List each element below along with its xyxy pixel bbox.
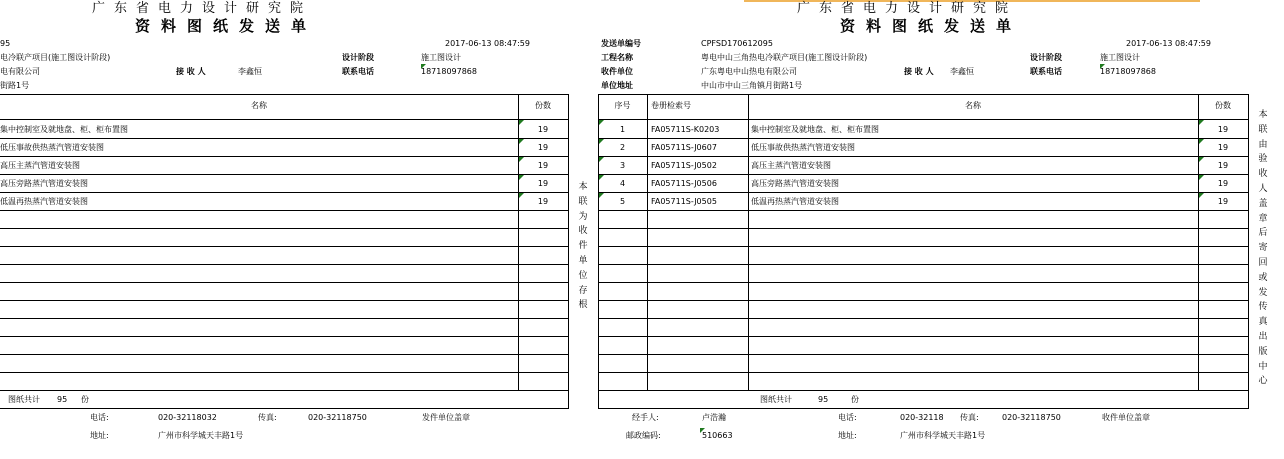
left-col-copies-header: 份数	[535, 101, 551, 110]
table-row-seq: 2	[619, 143, 626, 152]
table-row-copies: 19	[1217, 179, 1229, 188]
table-row-name: 集中控制室及就地盘、柜、柜布置图	[0, 125, 128, 134]
right-col-name-header: 名称	[965, 101, 981, 110]
table-row-seq: 1	[619, 125, 626, 134]
right-unit-label: 收件单位	[601, 67, 633, 76]
cell-marker	[1100, 64, 1105, 69]
table-row-copies: 19	[1217, 161, 1229, 170]
right-phone-value: 020-32118	[900, 413, 944, 422]
right-total-label: 图纸共计	[760, 395, 792, 404]
left-design-stage-value: 施工图设计	[421, 53, 461, 62]
left-total-unit: 份	[81, 395, 89, 404]
table-row-seq: 5	[619, 197, 626, 206]
table-row-copies: 19	[537, 143, 549, 152]
right-total-unit: 份	[851, 395, 859, 404]
right-unit-value: 广东粤电中山热电有限公司	[701, 67, 797, 76]
table-row-volume: FA05711S-J0505	[651, 197, 717, 206]
right-address2-value: 广州市科学城天丰路1号	[900, 431, 986, 440]
right-order-no-label: 发送单编号	[601, 39, 641, 48]
left-form-title: 资料图纸发送单	[135, 17, 318, 35]
left-unit-name: 电有限公司	[0, 67, 40, 76]
left-total-value: 95	[57, 395, 68, 404]
table-row-name: 高压主蒸汽管道安装图	[0, 161, 80, 170]
right-side-note: 本联由验收人盖章后寄回或发传真出版中心	[1258, 110, 1268, 387]
right-col-seq-header: 序号	[614, 101, 631, 110]
right-design-stage-label: 设计阶段	[1030, 53, 1062, 62]
cell-marker	[599, 120, 604, 125]
left-address-label: 地址:	[90, 431, 109, 440]
right-col-volume-header: 卷册检索号	[651, 101, 691, 110]
right-org-name: 广东省电力设计研究院	[797, 1, 1018, 16]
right-postcode-value: 510663	[702, 431, 733, 440]
table-row-copies: 19	[1217, 197, 1229, 206]
left-contact-label: 联系电话	[342, 67, 374, 76]
right-form-title: 资料图纸发送单	[840, 17, 1023, 35]
right-fax-label: 传真:	[960, 413, 979, 422]
right-receiver-seal: 收件单位盖章	[1102, 413, 1150, 422]
left-order-no: 95	[0, 39, 11, 48]
left-design-stage-label: 设计阶段	[342, 53, 374, 62]
left-address-value: 广州市科学城天丰路1号	[158, 431, 244, 440]
table-row-copies: 19	[537, 179, 549, 188]
left-total-label: 图纸共计	[8, 395, 40, 404]
left-col-name-header: 名称	[251, 101, 267, 110]
left-org-name: 广东省电力设计研究院	[92, 1, 313, 16]
right-fax-value: 020-32118750	[1002, 413, 1061, 422]
right-col-copies-header: 份数	[1215, 101, 1231, 110]
right-contact-value: 18718097868	[1100, 67, 1156, 76]
cell-marker	[519, 120, 524, 125]
right-address-label: 单位地址	[601, 81, 633, 90]
table-row-name: 高压主蒸汽管道安装图	[751, 161, 831, 170]
table-row-copies: 19	[537, 161, 549, 170]
right-receiver-value: 李鑫恒	[950, 67, 974, 76]
left-side-note: 本联为收件单位存根	[578, 182, 588, 311]
table-row-volume: FA05711S-J0607	[651, 143, 717, 152]
left-sender-seal: 发件单位盖章	[422, 413, 470, 422]
table-row-name: 高压旁路蒸汽管道安装图	[0, 179, 88, 188]
table-row-seq: 3	[619, 161, 626, 170]
right-design-stage-value: 施工图设计	[1100, 53, 1140, 62]
table-row-copies: 19	[1217, 143, 1229, 152]
left-contact-value: 18718097868	[421, 67, 477, 76]
table-row-seq: 4	[619, 179, 626, 188]
left-fax-label: 传真:	[258, 413, 277, 422]
table-row-copies: 19	[1217, 125, 1229, 134]
right-project-label: 工程名称	[601, 53, 633, 62]
left-fax-value: 020-32118750	[308, 413, 367, 422]
right-project-value: 粤电中山三角热电冷联产项目(施工图设计阶段)	[701, 53, 868, 62]
table-row-name: 低温再热蒸汽管道安装图	[751, 197, 839, 206]
right-total-value: 95	[818, 395, 829, 404]
right-address-value: 中山市中山三角镇月街路1号	[701, 81, 803, 90]
left-address: 街路1号	[0, 81, 30, 90]
left-receiver-value: 李鑫恒	[238, 67, 262, 76]
right-receiver-label: 接 收 人	[904, 67, 934, 76]
left-project-name: 电冷联产项目(施工图设计阶段)	[0, 53, 111, 62]
left-phone-label: 电话:	[90, 413, 109, 422]
left-receiver-label: 接 收 人	[176, 67, 206, 76]
left-phone-value: 020-32118032	[158, 413, 217, 422]
right-address2-label: 地址:	[838, 431, 857, 440]
right-datetime: 2017-06-13 08:47:59	[1126, 39, 1211, 48]
right-handler-label: 经手人:	[632, 413, 659, 422]
table-row-name: 高压旁路蒸汽管道安装图	[751, 179, 839, 188]
right-contact-label: 联系电话	[1030, 67, 1062, 76]
cell-marker	[1199, 120, 1204, 125]
table-row-volume: FA05711S-J0506	[651, 179, 717, 188]
right-handler-value: 卢浩瀚	[702, 413, 726, 422]
table-row-volume: FA05711S-J0502	[651, 161, 717, 170]
table-row-copies: 19	[537, 125, 549, 134]
table-row-name: 集中控制室及就地盘、柜、柜布置图	[751, 125, 879, 134]
right-order-no-value: CPFSD170612095	[701, 39, 773, 48]
table-row-volume: FA05711S-K0203	[651, 125, 720, 134]
table-row-name: 低压事故供热蒸汽管道安装图	[0, 143, 104, 152]
left-datetime: 2017-06-13 08:47:59	[445, 39, 530, 48]
table-row-name: 低压事故供热蒸汽管道安装图	[751, 143, 855, 152]
cell-marker	[421, 64, 426, 69]
table-row-name: 低温再热蒸汽管道安装图	[0, 197, 88, 206]
right-postcode-label: 邮政编码:	[626, 431, 661, 440]
table-row-copies: 19	[537, 197, 549, 206]
right-phone-label: 电话:	[838, 413, 857, 422]
